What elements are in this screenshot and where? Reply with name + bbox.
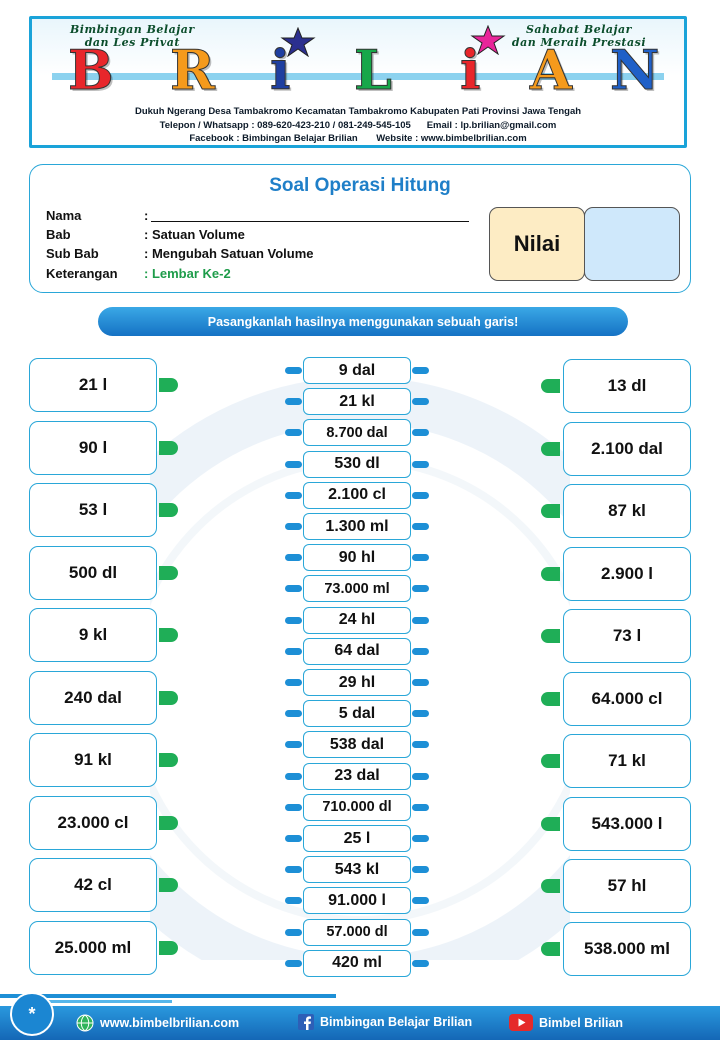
middle-left-tab[interactable] <box>285 710 302 717</box>
middle-right-tab[interactable] <box>412 523 429 530</box>
right-answer-box[interactable]: 64.000 cl <box>563 672 691 726</box>
middle-question-box[interactable]: 91.000 l <box>303 887 411 914</box>
email: Email : lp.brilian@gmail.com <box>426 119 557 131</box>
brand-letter: i <box>270 38 291 102</box>
middle-right-tab[interactable] <box>412 492 429 499</box>
middle-question-box[interactable]: 420 ml <box>303 950 411 977</box>
left-connector-tab[interactable] <box>159 753 178 767</box>
middle-left-tab[interactable] <box>285 773 302 780</box>
right-answer-box[interactable]: 2.100 dal <box>563 422 691 476</box>
middle-question-box[interactable]: 21 kl <box>303 388 411 415</box>
field-bab: Bab : Satuan Volume <box>46 227 245 242</box>
left-connector-tab[interactable] <box>159 378 178 392</box>
middle-question-box[interactable]: 64 dal <box>303 638 411 665</box>
middle-right-tab[interactable] <box>412 960 429 967</box>
field-sub-bab: Sub Bab : Mengubah Satuan Volume <box>46 246 314 261</box>
score-label: Nilai <box>489 207 585 281</box>
middle-question-box[interactable]: 24 hl <box>303 607 411 634</box>
middle-question-box[interactable]: 710.000 dl <box>303 794 411 821</box>
left-connector-tab[interactable] <box>159 878 178 892</box>
youtube-icon <box>509 1014 533 1031</box>
right-connector-tab[interactable] <box>541 879 560 893</box>
left-connector-tab[interactable] <box>159 816 178 830</box>
middle-question-box[interactable]: 2.100 cl <box>303 482 411 509</box>
middle-left-tab[interactable] <box>285 398 302 405</box>
middle-question-box[interactable]: 90 hl <box>303 544 411 571</box>
facebook-icon <box>298 1014 314 1030</box>
facebook-website <box>32 132 684 146</box>
middle-left-tab[interactable] <box>285 429 302 436</box>
middle-question-box[interactable]: 5 dal <box>303 700 411 727</box>
facebook: Facebook : Bimbingan Belajar Brilian <box>189 133 358 144</box>
middle-right-tab[interactable] <box>412 804 429 811</box>
middle-right-tab[interactable] <box>412 929 429 936</box>
right-connector-tab[interactable] <box>541 754 560 768</box>
left-answer-box[interactable]: 9 kl <box>29 608 157 662</box>
left-answer-box[interactable]: 42 cl <box>29 858 157 912</box>
right-answer-box[interactable]: 2.900 l <box>563 547 691 601</box>
left-answer-box[interactable]: 90 l <box>29 421 157 475</box>
right-connector-tab[interactable] <box>541 817 560 831</box>
right-answer-box[interactable]: 543.000 l <box>563 797 691 851</box>
middle-question-box[interactable]: 57.000 dl <box>303 919 411 946</box>
middle-left-tab[interactable] <box>285 929 302 936</box>
middle-left-tab[interactable] <box>285 648 302 655</box>
right-connector-tab[interactable] <box>541 442 560 456</box>
left-answer-box[interactable]: 21 l <box>29 358 157 412</box>
middle-left-tab[interactable] <box>285 679 302 686</box>
name-input-line[interactable] <box>151 221 469 222</box>
middle-left-tab[interactable] <box>285 617 302 624</box>
middle-right-tab[interactable] <box>412 710 429 717</box>
star-icon <box>280 27 316 57</box>
right-answer-box[interactable]: 13 dl <box>563 359 691 413</box>
address: Dukuh Ngerang Desa Tambakromo Kecamatan Tambakromo Kabupaten Pati Provinsi Jawa Tengah <box>134 106 582 117</box>
middle-question-box[interactable]: 8.700 dal <box>303 419 411 446</box>
score-box[interactable] <box>584 207 680 281</box>
field-nama: Nama : <box>46 208 149 223</box>
field-keterangan: Keterangan : Lembar Ke-2 <box>46 266 231 281</box>
right-connector-tab[interactable] <box>541 942 560 956</box>
middle-left-tab[interactable] <box>285 804 302 811</box>
right-answer-box[interactable]: 87 kl <box>563 484 691 538</box>
right-connector-tab[interactable] <box>541 629 560 643</box>
footer-badge: * <box>10 992 54 1036</box>
middle-question-box[interactable]: 530 dl <box>303 451 411 478</box>
middle-left-tab[interactable] <box>285 554 302 561</box>
middle-right-tab[interactable] <box>412 554 429 561</box>
star-icon <box>470 25 506 55</box>
middle-left-tab[interactable] <box>285 585 302 592</box>
middle-left-tab[interactable] <box>285 523 302 530</box>
middle-right-tab[interactable] <box>412 773 429 780</box>
worksheet-info-card <box>29 164 691 293</box>
middle-question-box[interactable]: 73.000 ml <box>303 575 411 602</box>
middle-question-box[interactable]: 25 l <box>303 825 411 852</box>
left-connector-tab[interactable] <box>159 941 178 955</box>
left-tagline: Bimbingan Belajar dan Les Privat <box>70 23 195 49</box>
middle-left-tab[interactable] <box>285 897 302 904</box>
phone-email <box>32 119 684 133</box>
footer-youtube[interactable]: Bimbel Brilian <box>509 1014 623 1031</box>
middle-right-tab[interactable] <box>412 897 429 904</box>
globe-icon <box>76 1014 94 1032</box>
phone: Telepon / Whatsapp : 089-620-423-210 / 081-249-545-105 <box>159 119 411 131</box>
footer-website[interactable]: www.bimbelbrilian.com <box>76 1014 239 1032</box>
middle-right-tab[interactable] <box>412 398 429 405</box>
middle-right-tab[interactable] <box>412 835 429 842</box>
left-connector-tab[interactable] <box>159 441 178 455</box>
right-answer-box[interactable]: 538.000 ml <box>563 922 691 976</box>
middle-right-tab[interactable] <box>412 367 429 374</box>
left-connector-tab[interactable] <box>159 628 178 642</box>
left-answer-box[interactable]: 23.000 cl <box>29 796 157 850</box>
brand-letter: R <box>170 38 215 102</box>
middle-question-box[interactable]: 538 dal <box>303 731 411 758</box>
right-answer-box[interactable]: 57 hl <box>563 859 691 913</box>
middle-left-tab[interactable] <box>285 492 302 499</box>
middle-right-tab[interactable] <box>412 617 429 624</box>
middle-right-tab[interactable] <box>412 585 429 592</box>
left-answer-box[interactable]: 53 l <box>29 483 157 537</box>
middle-question-box[interactable]: 1.300 ml <box>303 513 411 540</box>
right-connector-tab[interactable] <box>541 504 560 518</box>
middle-question-box[interactable]: 9 dal <box>303 357 411 384</box>
middle-right-tab[interactable] <box>412 461 429 468</box>
brand-logo <box>62 38 662 102</box>
middle-left-tab[interactable] <box>285 960 302 967</box>
brand-letter: N <box>610 38 660 102</box>
right-answer-box[interactable]: 71 kl <box>563 734 691 788</box>
left-connector-tab[interactable] <box>159 691 178 705</box>
brand-letter: A <box>530 38 572 102</box>
right-tagline: Sahabat Belajar dan Meraih Prestasi <box>511 23 646 49</box>
page-title: Soal Operasi Hitung <box>269 175 451 196</box>
middle-question-box[interactable]: 29 hl <box>303 669 411 696</box>
right-answer-box[interactable]: 73 l <box>563 609 691 663</box>
left-answer-box[interactable]: 25.000 ml <box>29 921 157 975</box>
website: Website : www.bimbelbrilian.com <box>376 133 527 144</box>
middle-right-tab[interactable] <box>412 741 429 748</box>
middle-right-tab[interactable] <box>412 648 429 655</box>
middle-question-box[interactable]: 23 dal <box>303 763 411 790</box>
right-connector-tab[interactable] <box>541 379 560 393</box>
right-connector-tab[interactable] <box>541 692 560 706</box>
middle-right-tab[interactable] <box>412 679 429 686</box>
middle-left-tab[interactable] <box>285 367 302 374</box>
left-connector-tab[interactable] <box>159 566 178 580</box>
middle-right-tab[interactable] <box>412 429 429 436</box>
middle-left-tab[interactable] <box>285 741 302 748</box>
middle-left-tab[interactable] <box>285 866 302 873</box>
footer-facebook[interactable]: Bimbingan Belajar Brilian <box>298 1014 472 1030</box>
header-banner <box>29 16 687 148</box>
footer-accent-line <box>0 994 336 998</box>
footer-accent-line <box>48 1000 172 1003</box>
middle-left-tab[interactable] <box>285 835 302 842</box>
left-answer-box[interactable]: 91 kl <box>29 733 157 787</box>
left-answer-box[interactable]: 500 dl <box>29 546 157 600</box>
left-connector-tab[interactable] <box>159 503 178 517</box>
middle-right-tab[interactable] <box>412 866 429 873</box>
middle-left-tab[interactable] <box>285 461 302 468</box>
contact-info <box>32 105 684 146</box>
middle-question-box[interactable]: 543 kl <box>303 856 411 883</box>
brand-letter: B <box>68 38 114 102</box>
right-connector-tab[interactable] <box>541 567 560 581</box>
instruction-banner: Pasangkanlah hasilnya menggunakan sebuah garis! <box>98 307 628 336</box>
brand-letter: L <box>354 38 392 102</box>
left-answer-box[interactable]: 240 dal <box>29 671 157 725</box>
brand-letter: i <box>460 38 481 102</box>
